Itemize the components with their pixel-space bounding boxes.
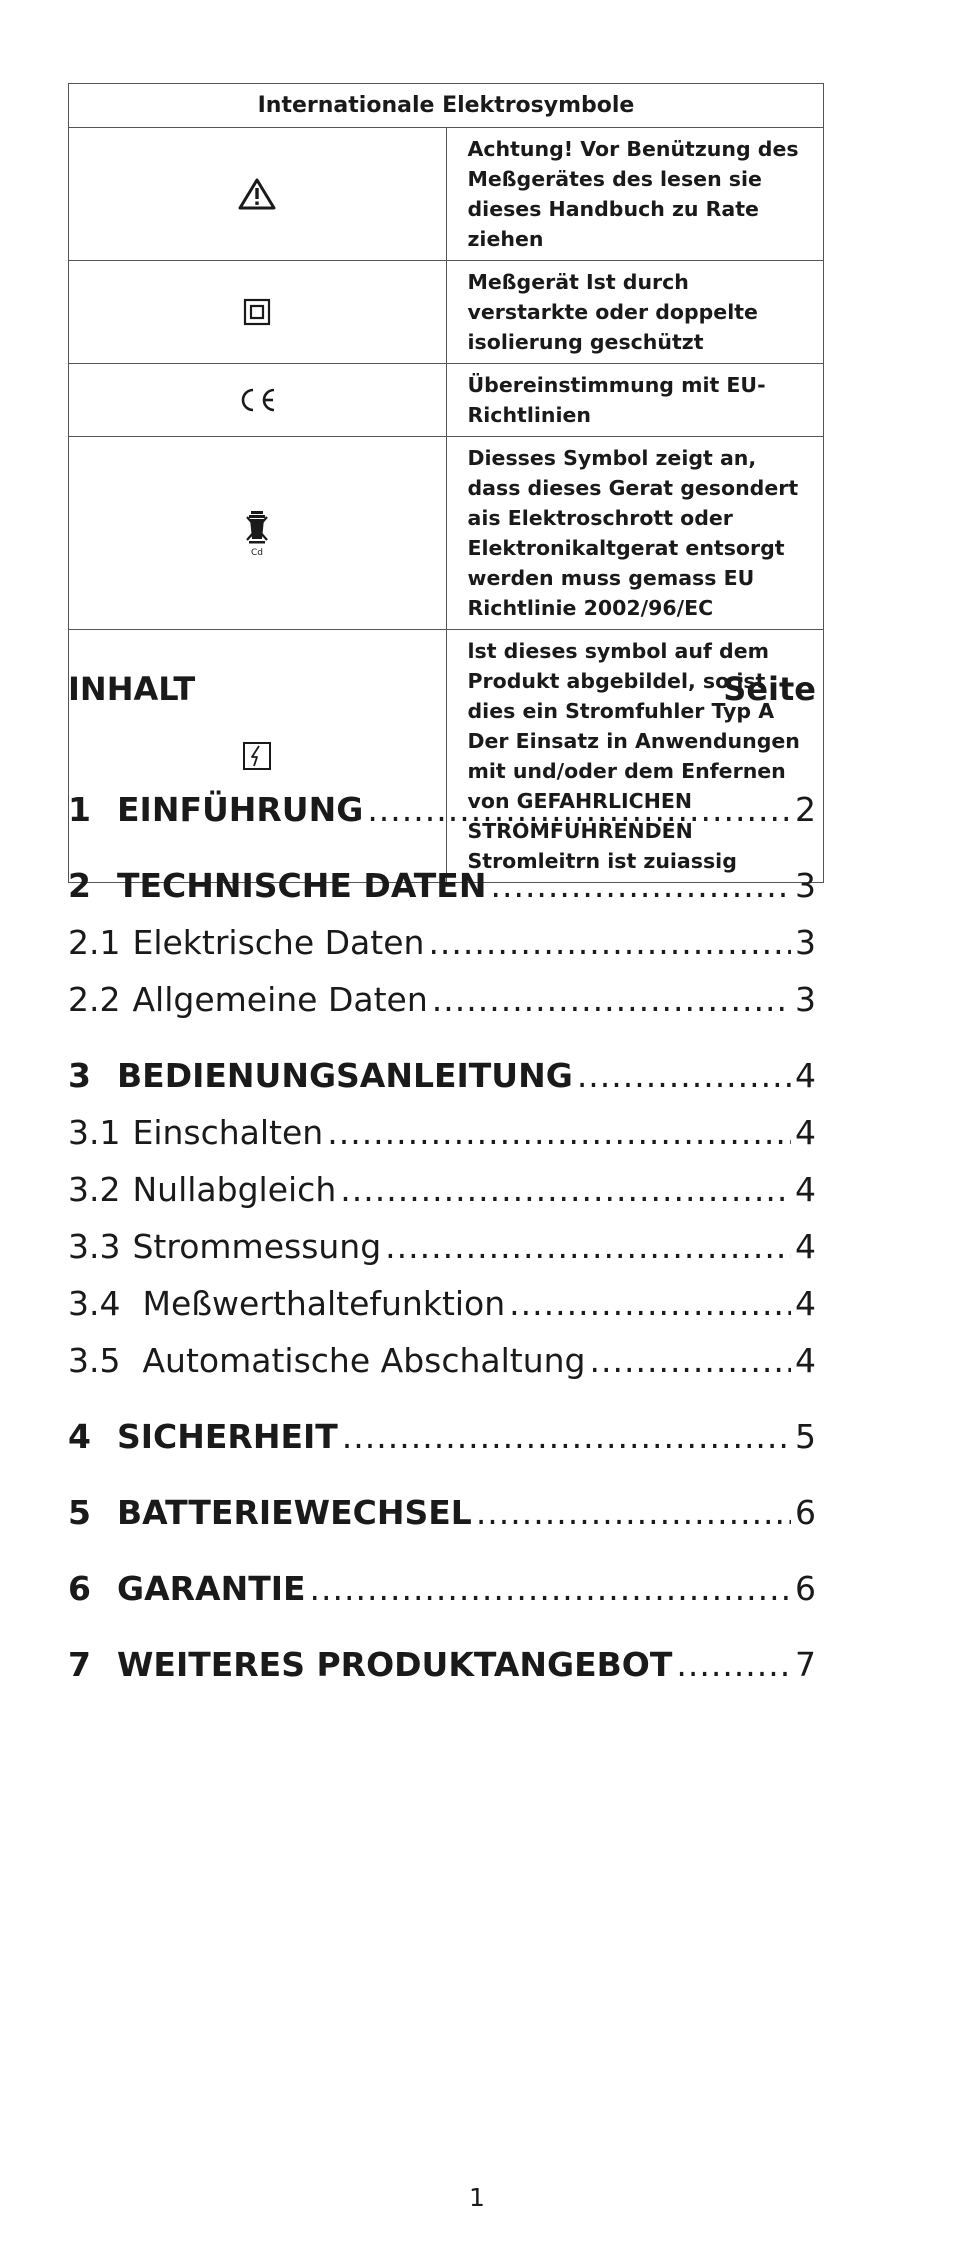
toc-entry[interactable]	[68, 1417, 816, 1461]
toc-entry-page: 7	[795, 1645, 816, 1684]
toc-entry-number: 1	[68, 790, 91, 829]
crossed-bin-icon	[244, 509, 270, 557]
toc-entry-page: 3	[795, 923, 816, 962]
toc-leader-dots	[367, 790, 791, 829]
toc-leader-dots	[342, 1417, 791, 1456]
toc-entry-title: Einschalten	[132, 1113, 324, 1152]
toc-entry-title: Automatische Abschaltung	[142, 1341, 586, 1380]
toc-entry-number: 6	[68, 1569, 91, 1608]
toc-entry[interactable]	[68, 1284, 816, 1328]
toc-page-label: Seite	[723, 670, 816, 708]
toc-entry[interactable]	[68, 923, 816, 967]
warning-triangle-icon	[238, 177, 276, 211]
toc-entry[interactable]	[68, 1056, 816, 1100]
toc-leader-dots	[490, 866, 791, 905]
toc-entry[interactable]	[68, 1170, 816, 1214]
toc-entry-title: GARANTIE	[117, 1569, 306, 1608]
lightning-box-icon	[242, 741, 272, 771]
toc-leader-dots	[310, 1569, 791, 1608]
toc-entry-title: WEITERES PRODUKTANGEBOT	[117, 1645, 673, 1684]
symbol-description: Meßgerät Ist durch verstarkte oder doppelte isolierung geschützt	[446, 261, 824, 364]
page-number: 1	[469, 2183, 485, 2212]
toc-leader-dots	[327, 1113, 791, 1152]
toc-entry-page: 3	[795, 980, 816, 1019]
toc-entry-number: 5	[68, 1493, 91, 1532]
toc-leader-dots	[577, 1056, 791, 1095]
toc-entry[interactable]	[68, 1493, 816, 1537]
symbol-description: Achtung! Vor Benützung des Meßgerätes des lesen sie dieses Handbuch zu Rate ziehen	[446, 128, 824, 261]
symbol-description: Diesses Symbol zeigt an, dass dieses Gerat gesondert ais Elektroschrott oder Elektronikaltgerat entsorgt werden muss gemass EU Richtlinie 2002/96/EC	[446, 437, 824, 630]
toc-entry-number: 4	[68, 1417, 91, 1456]
toc-entry-page: 6	[795, 1493, 816, 1532]
toc-leader-dots	[428, 923, 791, 962]
toc-entry-number: 7	[68, 1645, 91, 1684]
toc-entry-number: 3.4	[68, 1284, 121, 1323]
toc-entry-page: 3	[795, 866, 816, 905]
symbol-row	[69, 630, 824, 883]
symbol-row	[69, 364, 824, 437]
toc-entry-title: TECHNISCHE DATEN	[117, 866, 487, 905]
toc-entry-title: Allgemeine Daten	[132, 980, 428, 1019]
toc-entry-title: Nullabgleich	[132, 1170, 337, 1209]
symbols-table-title: Internationale Elektrosymbole	[69, 84, 824, 128]
symbol-row	[69, 128, 824, 261]
toc-leader-dots	[385, 1227, 791, 1266]
toc-entry[interactable]	[68, 790, 816, 834]
toc-entry-title: SICHERHEIT	[117, 1417, 338, 1456]
toc-leader-dots	[676, 1645, 791, 1684]
toc-entry-page: 6	[795, 1569, 816, 1608]
toc-entry-page: 2	[795, 790, 816, 829]
toc-entry-page: 4	[795, 1341, 816, 1380]
toc-entry-title: EINFÜHRUNG	[117, 790, 364, 829]
toc-entry-title: Meßwerthaltefunktion	[142, 1284, 506, 1323]
toc-entry-title: Elektrische Daten	[132, 923, 425, 962]
toc-entry[interactable]	[68, 1569, 816, 1613]
toc-entry-number: 3.1	[68, 1113, 121, 1152]
toc-entry[interactable]	[68, 1227, 816, 1271]
toc-entry-number: 2.2	[68, 980, 121, 1019]
toc-leader-dots	[476, 1493, 791, 1532]
toc-entry-page: 4	[795, 1170, 816, 1209]
toc-entry-number: 3	[68, 1056, 91, 1095]
toc-leader-dots	[340, 1170, 791, 1209]
toc-heading: INHALT	[68, 670, 196, 708]
toc-entry-page: 4	[795, 1056, 816, 1095]
toc-entry-number: 2	[68, 866, 91, 905]
toc-entry-number: 3.3	[68, 1227, 121, 1266]
toc-entry[interactable]	[68, 980, 816, 1024]
toc-entry-number: 3.2	[68, 1170, 121, 1209]
symbol-description: lst dieses symbol auf dem Produkt abgebildel, so ist dies ein Stromfuhler Typ A Der Einsatz in Anwendungen mit und/oder dem Enfernen von GEFAHRLICHEN STROMFUHRENDEN Stromleitrn ist zuiassig	[446, 630, 824, 883]
double-insulation-icon	[243, 298, 271, 326]
toc-entry-page: 4	[795, 1113, 816, 1152]
toc-leader-dots	[509, 1284, 791, 1323]
toc-entry-page: 5	[795, 1417, 816, 1456]
toc-entry-title: BEDIENUNGSANLEITUNG	[117, 1056, 573, 1095]
toc-header	[68, 670, 816, 720]
ce-mark-icon	[236, 387, 278, 413]
toc-entry[interactable]	[68, 1645, 816, 1689]
toc-leader-dots	[432, 980, 791, 1019]
toc-entry-page: 4	[795, 1227, 816, 1266]
toc-entry[interactable]	[68, 866, 816, 910]
toc-entry-number: 3.5	[68, 1341, 121, 1380]
toc-entry[interactable]	[68, 1113, 816, 1157]
toc-entry-title: BATTERIEWECHSEL	[117, 1493, 472, 1532]
toc-leader-dots	[590, 1341, 791, 1380]
toc-entry[interactable]	[68, 1341, 816, 1385]
symbols-table	[68, 83, 824, 883]
svg-text:Cd: Cd	[251, 548, 264, 557]
toc-entry-title: Strommessung	[132, 1227, 382, 1266]
symbol-row	[69, 437, 824, 630]
toc-entry-page: 4	[795, 1284, 816, 1323]
symbol-description: Übereinstimmung mit EU-Richtlinien	[446, 364, 824, 437]
toc-entry-number: 2.1	[68, 923, 121, 962]
symbol-row	[69, 261, 824, 364]
